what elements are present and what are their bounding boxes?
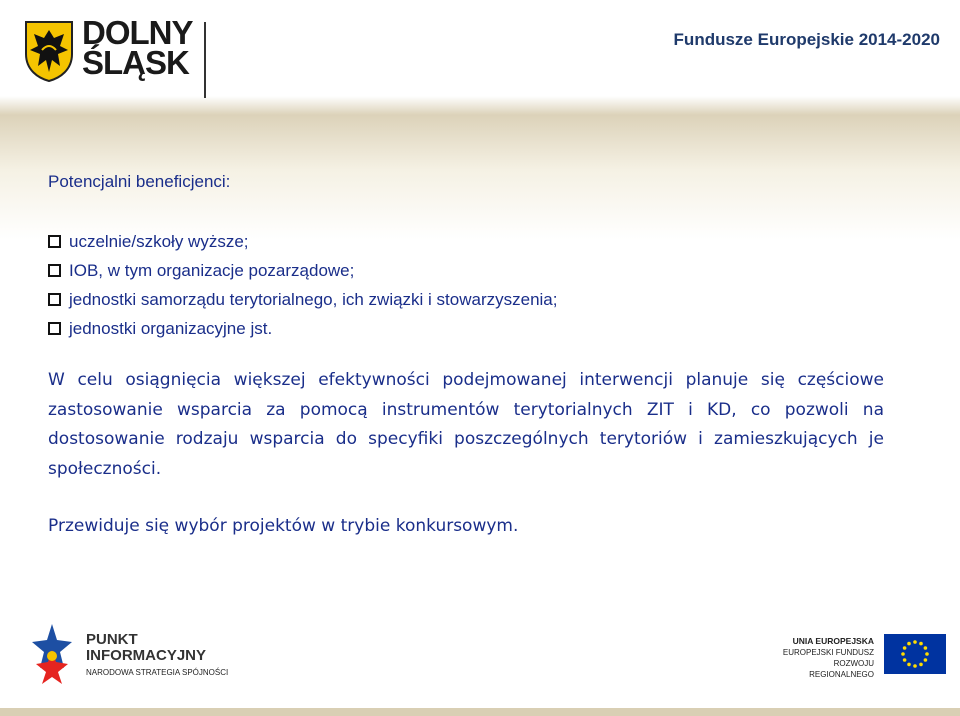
list-item xyxy=(48,227,557,256)
pi-line-1: PUNKT xyxy=(86,631,138,648)
section-heading: Potencjalni beneficjenci: xyxy=(48,172,231,191)
list-item-text: IOB, w tym organizacje pozarządowe; xyxy=(69,260,355,280)
pi-line-2: INFORMACYJNY xyxy=(86,647,207,664)
list-item-text: jednostki samorządu terytorialnego, ich związki i stowarzyszenia; xyxy=(69,289,558,309)
logo-wordmark xyxy=(82,14,232,81)
pi-subtitle: NARODOWA STRATEGIA SPÓJNOŚCI xyxy=(86,668,229,677)
checkbox-bullet-icon xyxy=(48,293,61,306)
list-item xyxy=(48,314,557,343)
eagle-crest-icon xyxy=(24,20,74,82)
logo-line-2: ŚLĄSK xyxy=(82,44,189,81)
beneficiaries-list xyxy=(48,227,557,343)
footer-band xyxy=(0,708,960,716)
logo-divider xyxy=(204,22,206,98)
punkt-informacyjny-text xyxy=(86,632,206,664)
list-item xyxy=(48,256,557,285)
list-item-text: uczelnie/szkoły wyższe; xyxy=(69,231,249,251)
eu-line-1: UNIA EUROPEJSKA xyxy=(792,636,874,646)
logo-line-1: DOLNY xyxy=(82,14,193,51)
eu-fund-text xyxy=(776,636,874,680)
list-item-text: jednostki organizacyjne jst. xyxy=(69,318,273,338)
checkbox-bullet-icon xyxy=(48,322,61,335)
list-item xyxy=(48,285,557,314)
checkbox-bullet-icon xyxy=(48,235,61,248)
header-title: Fundusze Europejskie 2014-2020 xyxy=(673,30,940,49)
eu-fund-logo xyxy=(776,634,946,679)
eu-line-2: EUROPEJSKI FUNDUSZ xyxy=(782,648,874,657)
closing-paragraph: Przewiduje się wybór projektów w trybie konkursowym. xyxy=(48,516,519,536)
eu-line-3: ROZWOJU REGIONALNEGO xyxy=(809,659,874,679)
eu-flag-icon xyxy=(884,634,946,674)
description-paragraph: W celu osiągnięcia większej efektywności podejmowanej interwencji planuje się częściowe zastosowanie wsparcia za pomocą instrumentów terytorialnych ZIT i KD, co pozwoli na dostosowanie rodzaju wsparcia do specyfiki poszczególnych terytoriów i zamieszkujących je społeczności. xyxy=(48,370,884,479)
star-logo-icon xyxy=(32,620,72,688)
checkbox-bullet-icon xyxy=(48,264,61,277)
punkt-informacyjny-logo xyxy=(32,620,232,688)
